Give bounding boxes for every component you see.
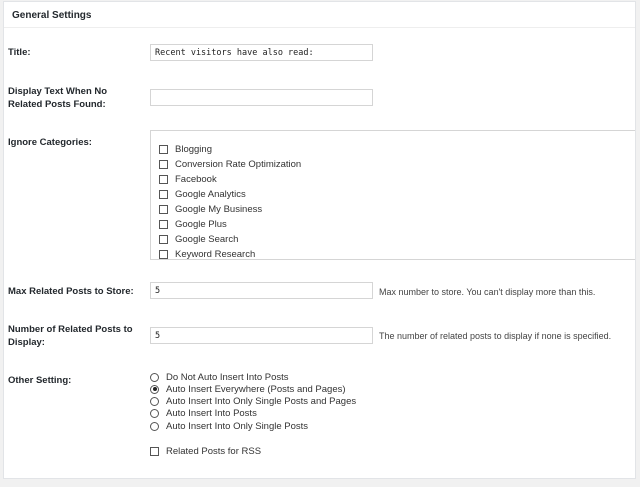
radio-label: Auto Insert Into Posts — [166, 407, 257, 419]
category-label: Blogging — [175, 143, 212, 155]
radio-button-selected[interactable] — [150, 385, 159, 394]
num-display-input[interactable] — [150, 327, 373, 344]
radio-label: Do Not Auto Insert Into Posts — [166, 371, 289, 383]
max-store-help: Max number to store. You can't display more than this. — [379, 287, 596, 297]
max-store-label: Max Related Posts to Store: — [8, 286, 134, 297]
ignore-categories-label: Ignore Categories: — [8, 137, 92, 148]
categories-list[interactable] — [150, 130, 635, 260]
category-label: Facebook — [175, 173, 217, 185]
no-posts-label-line2: Related Posts Found: — [8, 99, 106, 110]
checkbox[interactable] — [159, 175, 168, 184]
radio-button[interactable] — [150, 409, 159, 418]
checkbox[interactable] — [159, 235, 168, 244]
checkbox[interactable] — [159, 190, 168, 199]
section-title: General Settings — [12, 10, 92, 21]
category-item-google-plus[interactable] — [159, 217, 227, 231]
category-item-blogging[interactable] — [159, 142, 212, 156]
no-posts-label-line1: Display Text When No — [8, 86, 108, 97]
radio-option-single-posts-and-pages[interactable] — [150, 395, 356, 407]
rss-checkbox[interactable] — [150, 447, 159, 456]
radio-button[interactable] — [150, 373, 159, 382]
radio-label: Auto Insert Everywhere (Posts and Pages) — [166, 383, 346, 395]
no-posts-label — [8, 85, 138, 111]
radio-option-single-posts[interactable] — [150, 420, 308, 432]
category-label: Keyword Research — [175, 248, 256, 260]
num-display-help: The number of related posts to display if none is specified. — [379, 331, 612, 341]
checkbox[interactable] — [159, 205, 168, 214]
num-display-label — [8, 323, 148, 349]
checkbox[interactable] — [159, 160, 168, 169]
radio-label: Auto Insert Into Only Single Posts — [166, 420, 309, 432]
no-posts-text-input[interactable] — [150, 89, 373, 106]
num-display-label-line1: Number of Related Posts to — [8, 324, 133, 335]
rss-label: Related Posts for RSS — [166, 446, 262, 457]
checkbox[interactable] — [159, 145, 168, 154]
checkbox[interactable] — [159, 220, 168, 229]
category-item-facebook[interactable] — [159, 172, 217, 186]
category-label: Google Analytics — [175, 188, 246, 200]
category-label: Google Search — [175, 233, 239, 245]
section-divider — [4, 27, 635, 28]
radio-option-no-auto-insert[interactable] — [150, 371, 289, 383]
title-label: Title: — [8, 47, 31, 58]
category-item-google-my-business[interactable] — [159, 202, 262, 216]
other-setting-label: Other Setting: — [8, 375, 72, 386]
radio-button[interactable] — [150, 397, 159, 406]
category-label: Google My Business — [175, 203, 263, 215]
title-input[interactable] — [150, 44, 373, 61]
radio-option-auto-insert-posts[interactable] — [150, 407, 257, 419]
checkbox[interactable] — [159, 250, 168, 259]
radio-button[interactable] — [150, 422, 159, 431]
category-item-keyword-research[interactable] — [159, 247, 255, 260]
rss-option[interactable] — [150, 445, 261, 458]
category-item-google-search[interactable] — [159, 232, 238, 246]
radio-option-auto-insert-everywhere[interactable] — [150, 383, 346, 395]
num-display-label-line2: Display: — [8, 337, 45, 348]
radio-label: Auto Insert Into Only Single Posts and Pages — [166, 395, 357, 407]
max-store-input[interactable] — [150, 282, 373, 299]
category-item-google-analytics[interactable] — [159, 187, 246, 201]
category-item-conversion-rate-optimization[interactable] — [159, 157, 301, 171]
category-label: Conversion Rate Optimization — [175, 158, 302, 170]
category-label: Google Plus — [175, 218, 227, 230]
